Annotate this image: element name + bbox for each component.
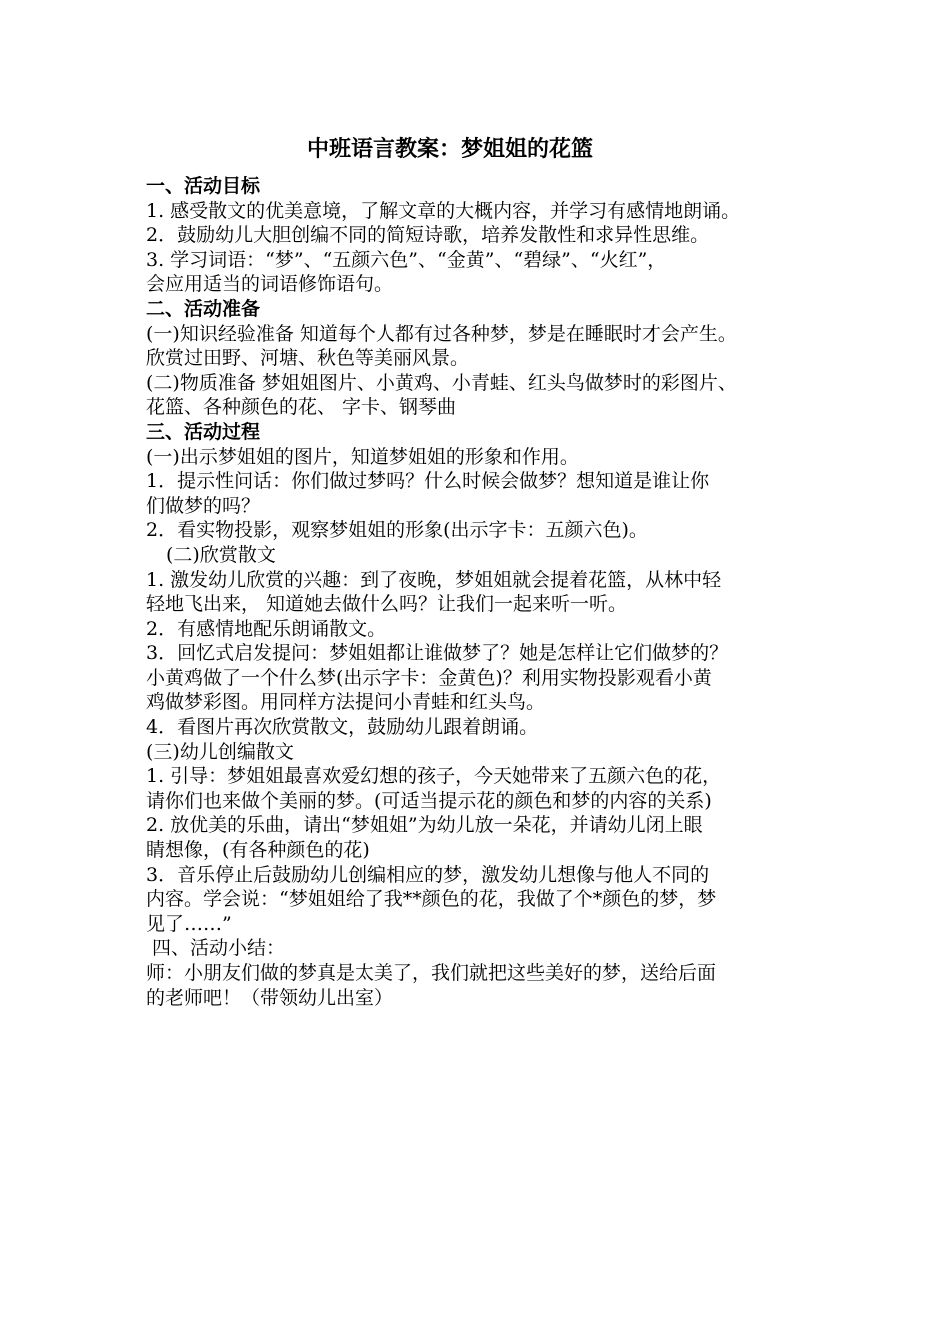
paragraph-line: 会应用适当的词语修饰语句。 (146, 273, 394, 296)
paragraph-line: 2．看实物投影，观察梦姐姐的形象(出示字卡：五颜六色)。 (146, 519, 648, 542)
section-heading: 三、活动过程 (146, 420, 261, 443)
paragraph-line: 内容。学会说：“梦姐姐给了我**颜色的花，我做了个*颜色的梦，梦 (146, 888, 717, 911)
paragraph-line: 请你们也来做个美丽的梦。(可适当提示花的颜色和梦的内容的关系) (146, 789, 712, 812)
document-title: 中班语言教案：梦姐姐的花篮 (306, 136, 593, 162)
paragraph-line: 1．提示性问话：你们做过梦吗？什么时候会做梦？想知道是谁让你 (146, 470, 710, 493)
paragraph-line: 2．有感情地配乐朗诵散文。 (146, 617, 387, 640)
paragraph-line: 花篮、各种颜色的花、 字卡、钢琴曲 (146, 396, 457, 419)
paragraph-line: 睛想像，(有各种颜色的花) (146, 839, 370, 862)
document-body (146, 174, 836, 1010)
paragraph-line: 的老师吧！（带领幼儿出室） (146, 986, 394, 1009)
paragraph-line: 4．看图片再次欣赏散文，鼓励幼儿跟着朗诵。 (146, 716, 539, 739)
paragraph-line: 1. 激发幼儿欣赏的兴趣：到了夜晚，梦姐姐就会提着花篮，从林中轻 (146, 568, 722, 591)
section-heading: 一、活动目标 (146, 175, 261, 197)
paragraph-line: 师：小朋友们做的梦真是太美了，我们就把这些美好的梦，送给后面 (146, 962, 717, 984)
paragraph-line: 3. 学习词语：“梦”、“五颜六色”、“金黄”、“碧绿”、“火红”， (146, 248, 667, 271)
paragraph-line: 2．鼓励幼儿大胆创编不同的简短诗歌，培养发散性和求异性思维。 (146, 224, 710, 247)
paragraph-line: 3．音乐停止后鼓励幼儿创编相应的梦，激发幼儿想像与他人不同的 (146, 863, 710, 886)
paragraph-line: 3．回忆式启发提问：梦姐姐都让谁做梦了？她是怎样让它们做梦的？ (146, 642, 729, 665)
paragraph-line: 见了……” (146, 912, 232, 935)
paragraph-line: 轻地飞出来， 知道她去做什么吗？让我们一起来听一听。 (146, 593, 628, 616)
paragraph-line: (一)出示梦姐姐的图片，知道梦姐姐的形象和作用。 (146, 445, 579, 468)
paragraph-line: 四、活动小结： (152, 937, 286, 960)
paragraph-line: 欣赏过田野、河塘、秋色等美丽风景。 (146, 347, 470, 370)
paragraph-line: 1. 引导：梦姐姐最喜欢爱幻想的孩子，今天她带来了五颜六色的花， (146, 765, 722, 788)
section-heading: 二、活动准备 (146, 297, 261, 320)
paragraph-line: 们做梦的吗？ (146, 494, 261, 517)
paragraph-line: 1. 感受散文的优美意境，了解文章的大概内容，并学习有感情地朗诵。 (146, 199, 741, 222)
paragraph-line: 鸡做梦彩图。用同样方法提问小青蛙和红头鸟。 (146, 691, 546, 714)
paragraph-line: 小黄鸡做了一个什么梦(出示字卡：金黄色)？利用实物投影观看小黄 (146, 666, 712, 689)
paragraph-line: (三)幼儿创编散文 (146, 740, 294, 763)
paragraph-line: (二)物质准备 梦姐姐图片、小黄鸡、小青蛙、红头鸟做梦时的彩图片、 (146, 371, 737, 394)
paragraph-line: (一)知识经验准备 知道每个人都有过各种梦，梦是在睡眠时才会产生。 (146, 322, 737, 345)
paragraph-line: 2. 放优美的乐曲，请出“梦姐姐”为幼儿放一朵花，并请幼儿闭上眼 (146, 814, 703, 837)
paragraph-line: (二)欣赏散文 (166, 543, 276, 566)
